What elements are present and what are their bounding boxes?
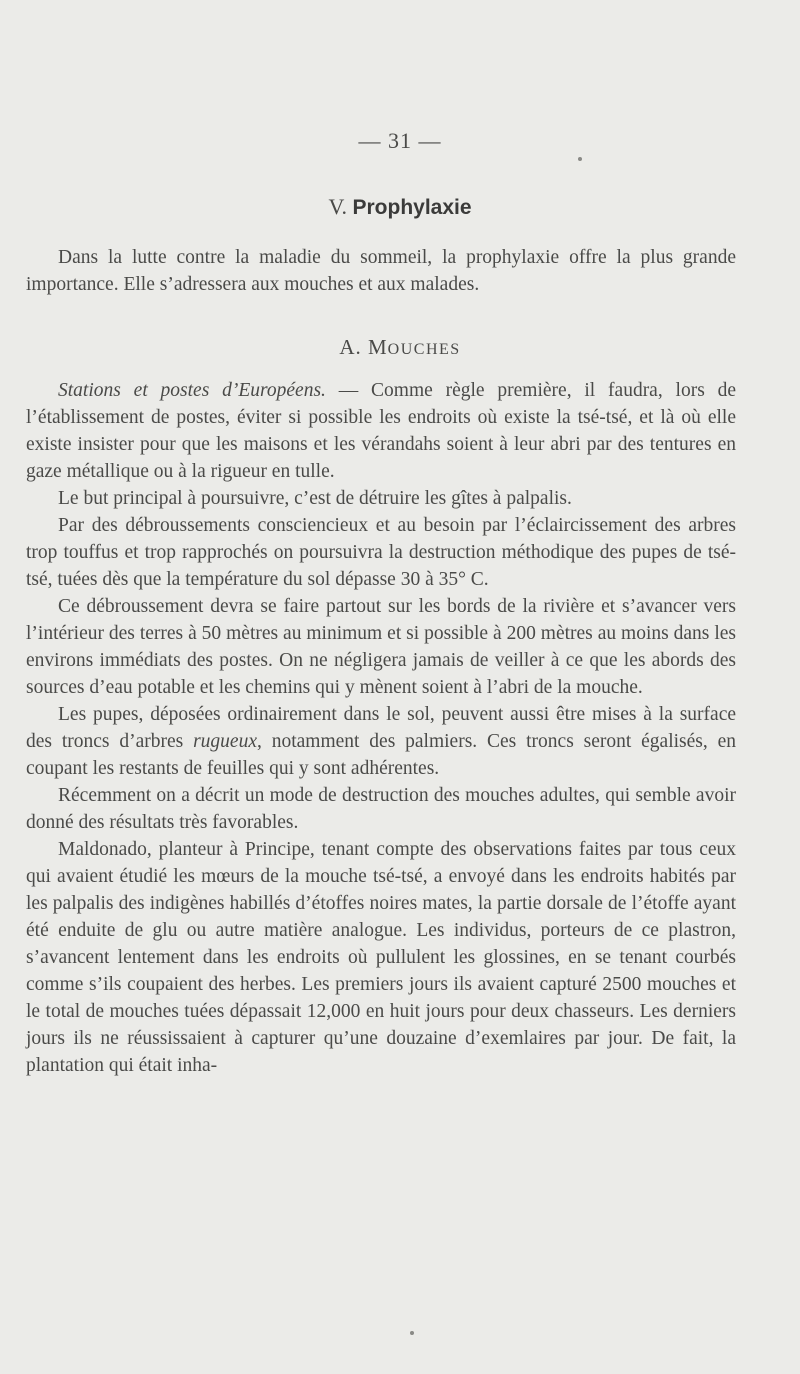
- section-title: Prophylaxie: [352, 196, 472, 219]
- subheading-letter: A.: [339, 335, 362, 359]
- body-text: [26, 377, 736, 1079]
- paragraph-debroussements: Par des débroussements consciencieux et au besoin par l’éclaircissement des arbres trop touffus et trop rapprochés on poursuivra la destruction méthodique des pupes de tsé-tsé, tuées dès que la température du sol dépasse 30 à 35° C.: [26, 515, 736, 590]
- intro-paragraph: Dans la lutte contre la maladie du sommeil, la prophylaxie offre la plus grande importance. Elle s’adressera aux mouches et aux malades.: [26, 247, 736, 295]
- scan-speck: [410, 1331, 414, 1335]
- paragraph-pupes-a: Les pupes, déposées ordinairement dans le sol, peuvent aussi être mises à la surface des troncs d’arbres: [26, 704, 736, 752]
- subheading-rest: OUCHES: [387, 341, 461, 358]
- paragraph-stations: [26, 377, 736, 485]
- section-numeral: V.: [328, 194, 347, 219]
- paragraph-maldonado: Maldonado, planteur à Principe, tenant compte des observations faites par tous ceux qui avaient étudié les mœurs de la mouche tsé-tsé, a envoyé dans les endroits habités par les palpalis des indigènes habillés d’étoffes noires mates, la partie dorsale de l’étoffe ayant été enduite de glu ou autre matière analogue. Les individus, porteurs de ce plastron, s’avancent lentement dans les endroits où pullulent les glossines, en se tenant courbés comme s’ils coupaient des herbes. Les premiers jours ils avaient capturé 2500 mouches et le total de mouches tuées dépassait 12,000 en huit jours pour deux chasseurs. Les derniers jours ils ne réussissaient à capturer qu’une douzaine d’exemlaires par jour. De fait, la plantation qui était inha-: [26, 839, 736, 1076]
- paragraph-pupes-italic: rugueux: [193, 731, 257, 752]
- subheading: [0, 335, 800, 360]
- page-number: — 31 —: [358, 128, 442, 153]
- paragraph-debroussement-riviere: Ce débroussement devra se faire partout sur les bords de la rivière et s’avancer vers l’intérieur des terres à 50 mètres au minimum et si possible à 200 mètres au moins dans les environs immédiats des postes. On ne négligera jamais de veiller à ce que les abords des sources d’eau potable et les chemins qui y mènent soient à l’abri de la mouche.: [26, 596, 736, 698]
- paragraph-stations-text: — Comme règle première, il faudra, lors de l’établissement de postes, éviter si possible les endroits où existe la tsé-tsé, et là où elle existe insister pour que les maisons et les vérandahs soient à leur abri par des tentures en gaze métallique ou à la rigueur en tulle.: [26, 380, 736, 482]
- scan-speck: [578, 157, 582, 161]
- paragraph-recemment: Récemment on a décrit un mode de destruction des mouches adultes, qui semble avoir donné des résultats très favorables.: [26, 785, 736, 833]
- subheading-initial: M: [367, 335, 388, 359]
- section-heading: [0, 194, 800, 220]
- paragraph-pupes: [26, 701, 736, 782]
- paragraph-but-principal: Le but principal à poursuivre, c’est de détruire les gîtes à palpalis.: [58, 488, 572, 509]
- intro-paragraph-block: [26, 244, 736, 298]
- paragraph-pupes-b: , notamment des palmiers. Ces troncs seront égalisés, en coupant les restants de feuilles qui y sont adhérentes.: [26, 731, 736, 779]
- paragraph-stations-italic: Stations et postes d’Européens.: [58, 380, 326, 401]
